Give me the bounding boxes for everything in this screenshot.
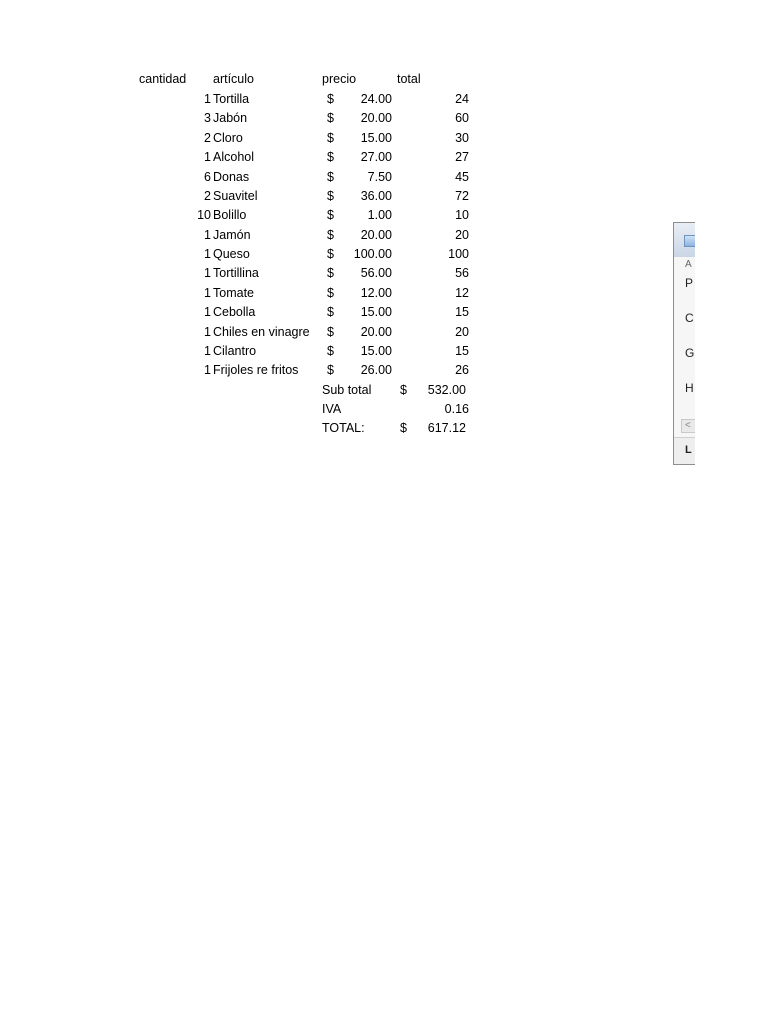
row-qty: 1 — [204, 150, 211, 164]
row-qty: 3 — [204, 111, 211, 125]
subtotal-value: 532.00 — [427, 383, 466, 397]
total-value: 617.12 — [427, 421, 466, 435]
row-qty: 1 — [204, 286, 211, 300]
row-currency: $ — [327, 131, 334, 145]
row-total: 24 — [455, 92, 469, 106]
row-qty: 1 — [204, 92, 211, 106]
row-currency: $ — [327, 170, 334, 184]
dialog-label-p: P — [685, 276, 694, 290]
row-item: Jabón — [213, 111, 248, 125]
row-total: 45 — [455, 170, 469, 184]
row-qty: 1 — [204, 325, 211, 339]
row-item: Tomate — [213, 286, 254, 300]
row-qty: 2 — [204, 189, 211, 203]
row-total: 30 — [455, 131, 469, 145]
row-price: 56.00 — [360, 266, 392, 280]
row-total: 12 — [455, 286, 469, 300]
row-currency: $ — [327, 189, 334, 203]
row-price: 12.00 — [360, 286, 392, 300]
scroll-left-button[interactable]: < — [681, 419, 695, 433]
row-currency: $ — [327, 325, 334, 339]
row-item: Queso — [213, 247, 250, 261]
total-currency: $ — [400, 421, 407, 435]
iva-label: IVA — [322, 402, 342, 416]
row-price: 15.00 — [360, 305, 392, 319]
row-item: Bolillo — [213, 208, 247, 222]
row-currency: $ — [327, 150, 334, 164]
row-currency: $ — [327, 208, 334, 222]
row-item: Donas — [213, 170, 250, 184]
dialog-label-c: C — [685, 311, 694, 325]
window-icon — [684, 235, 695, 247]
row-price: 15.00 — [360, 131, 392, 145]
row-total: 60 — [455, 111, 469, 125]
row-qty: 1 — [204, 247, 211, 261]
dialog-label-h: H — [685, 381, 694, 395]
row-qty: 10 — [197, 208, 211, 222]
row-currency: $ — [327, 228, 334, 242]
row-item: Jamón — [213, 228, 251, 242]
row-total: 20 — [455, 325, 469, 339]
row-total: 27 — [455, 150, 469, 164]
partial-dialog-window[interactable] — [673, 222, 695, 465]
row-item: Frijoles re fritos — [213, 363, 299, 377]
subtotal-currency: $ — [400, 383, 407, 397]
row-total: 15 — [455, 305, 469, 319]
total-label: TOTAL: — [322, 421, 365, 435]
row-qty: 6 — [204, 170, 211, 184]
row-qty: 1 — [204, 305, 211, 319]
row-price: 100.00 — [353, 247, 392, 261]
header-total: total — [397, 72, 421, 86]
row-item: Tortillina — [213, 266, 259, 280]
row-price: 15.00 — [360, 344, 392, 358]
row-qty: 1 — [204, 363, 211, 377]
row-currency: $ — [327, 305, 334, 319]
row-total: 56 — [455, 266, 469, 280]
row-price: 27.00 — [360, 150, 392, 164]
row-currency: $ — [327, 111, 334, 125]
header-articulo: artículo — [213, 72, 254, 86]
row-qty: 1 — [204, 266, 211, 280]
subtotal-label: Sub total — [322, 383, 372, 397]
row-total: 20 — [455, 228, 469, 242]
row-total: 10 — [455, 208, 469, 222]
row-total: 100 — [448, 247, 469, 261]
row-price: 1.00 — [367, 208, 392, 222]
header-cantidad: cantidad — [139, 72, 187, 86]
row-item: Cilantro — [213, 344, 257, 358]
row-price: 20.00 — [360, 325, 392, 339]
row-price: 20.00 — [360, 228, 392, 242]
row-total: 72 — [455, 189, 469, 203]
row-currency: $ — [327, 266, 334, 280]
row-currency: $ — [327, 363, 334, 377]
status-label: L — [685, 444, 692, 456]
dialog-titlebar[interactable] — [674, 223, 695, 257]
dialog-status-bar — [674, 437, 695, 465]
row-qty: 1 — [204, 344, 211, 358]
row-item: Suavitel — [213, 189, 258, 203]
dialog-label-g: G — [685, 346, 695, 360]
dialog-label-a: A — [685, 259, 692, 270]
row-price: 26.00 — [360, 363, 392, 377]
row-qty: 2 — [204, 131, 211, 145]
header-precio: precio — [322, 72, 357, 86]
row-price: 36.00 — [360, 189, 392, 203]
row-total: 26 — [455, 363, 469, 377]
row-item: Alcohol — [213, 150, 254, 164]
row-currency: $ — [327, 344, 334, 358]
row-currency: $ — [327, 247, 334, 261]
row-qty: 1 — [204, 228, 211, 242]
row-price: 7.50 — [367, 170, 392, 184]
row-total: 15 — [455, 344, 469, 358]
row-item: Tortilla — [213, 92, 250, 106]
row-item: Cloro — [213, 131, 243, 145]
row-currency: $ — [327, 286, 334, 300]
row-currency: $ — [327, 92, 334, 106]
row-price: 20.00 — [360, 111, 392, 125]
row-item: Chiles en vinagre — [213, 325, 310, 339]
iva-value: 0.16 — [444, 402, 469, 416]
row-item: Cebolla — [213, 305, 256, 319]
row-price: 24.00 — [360, 92, 392, 106]
